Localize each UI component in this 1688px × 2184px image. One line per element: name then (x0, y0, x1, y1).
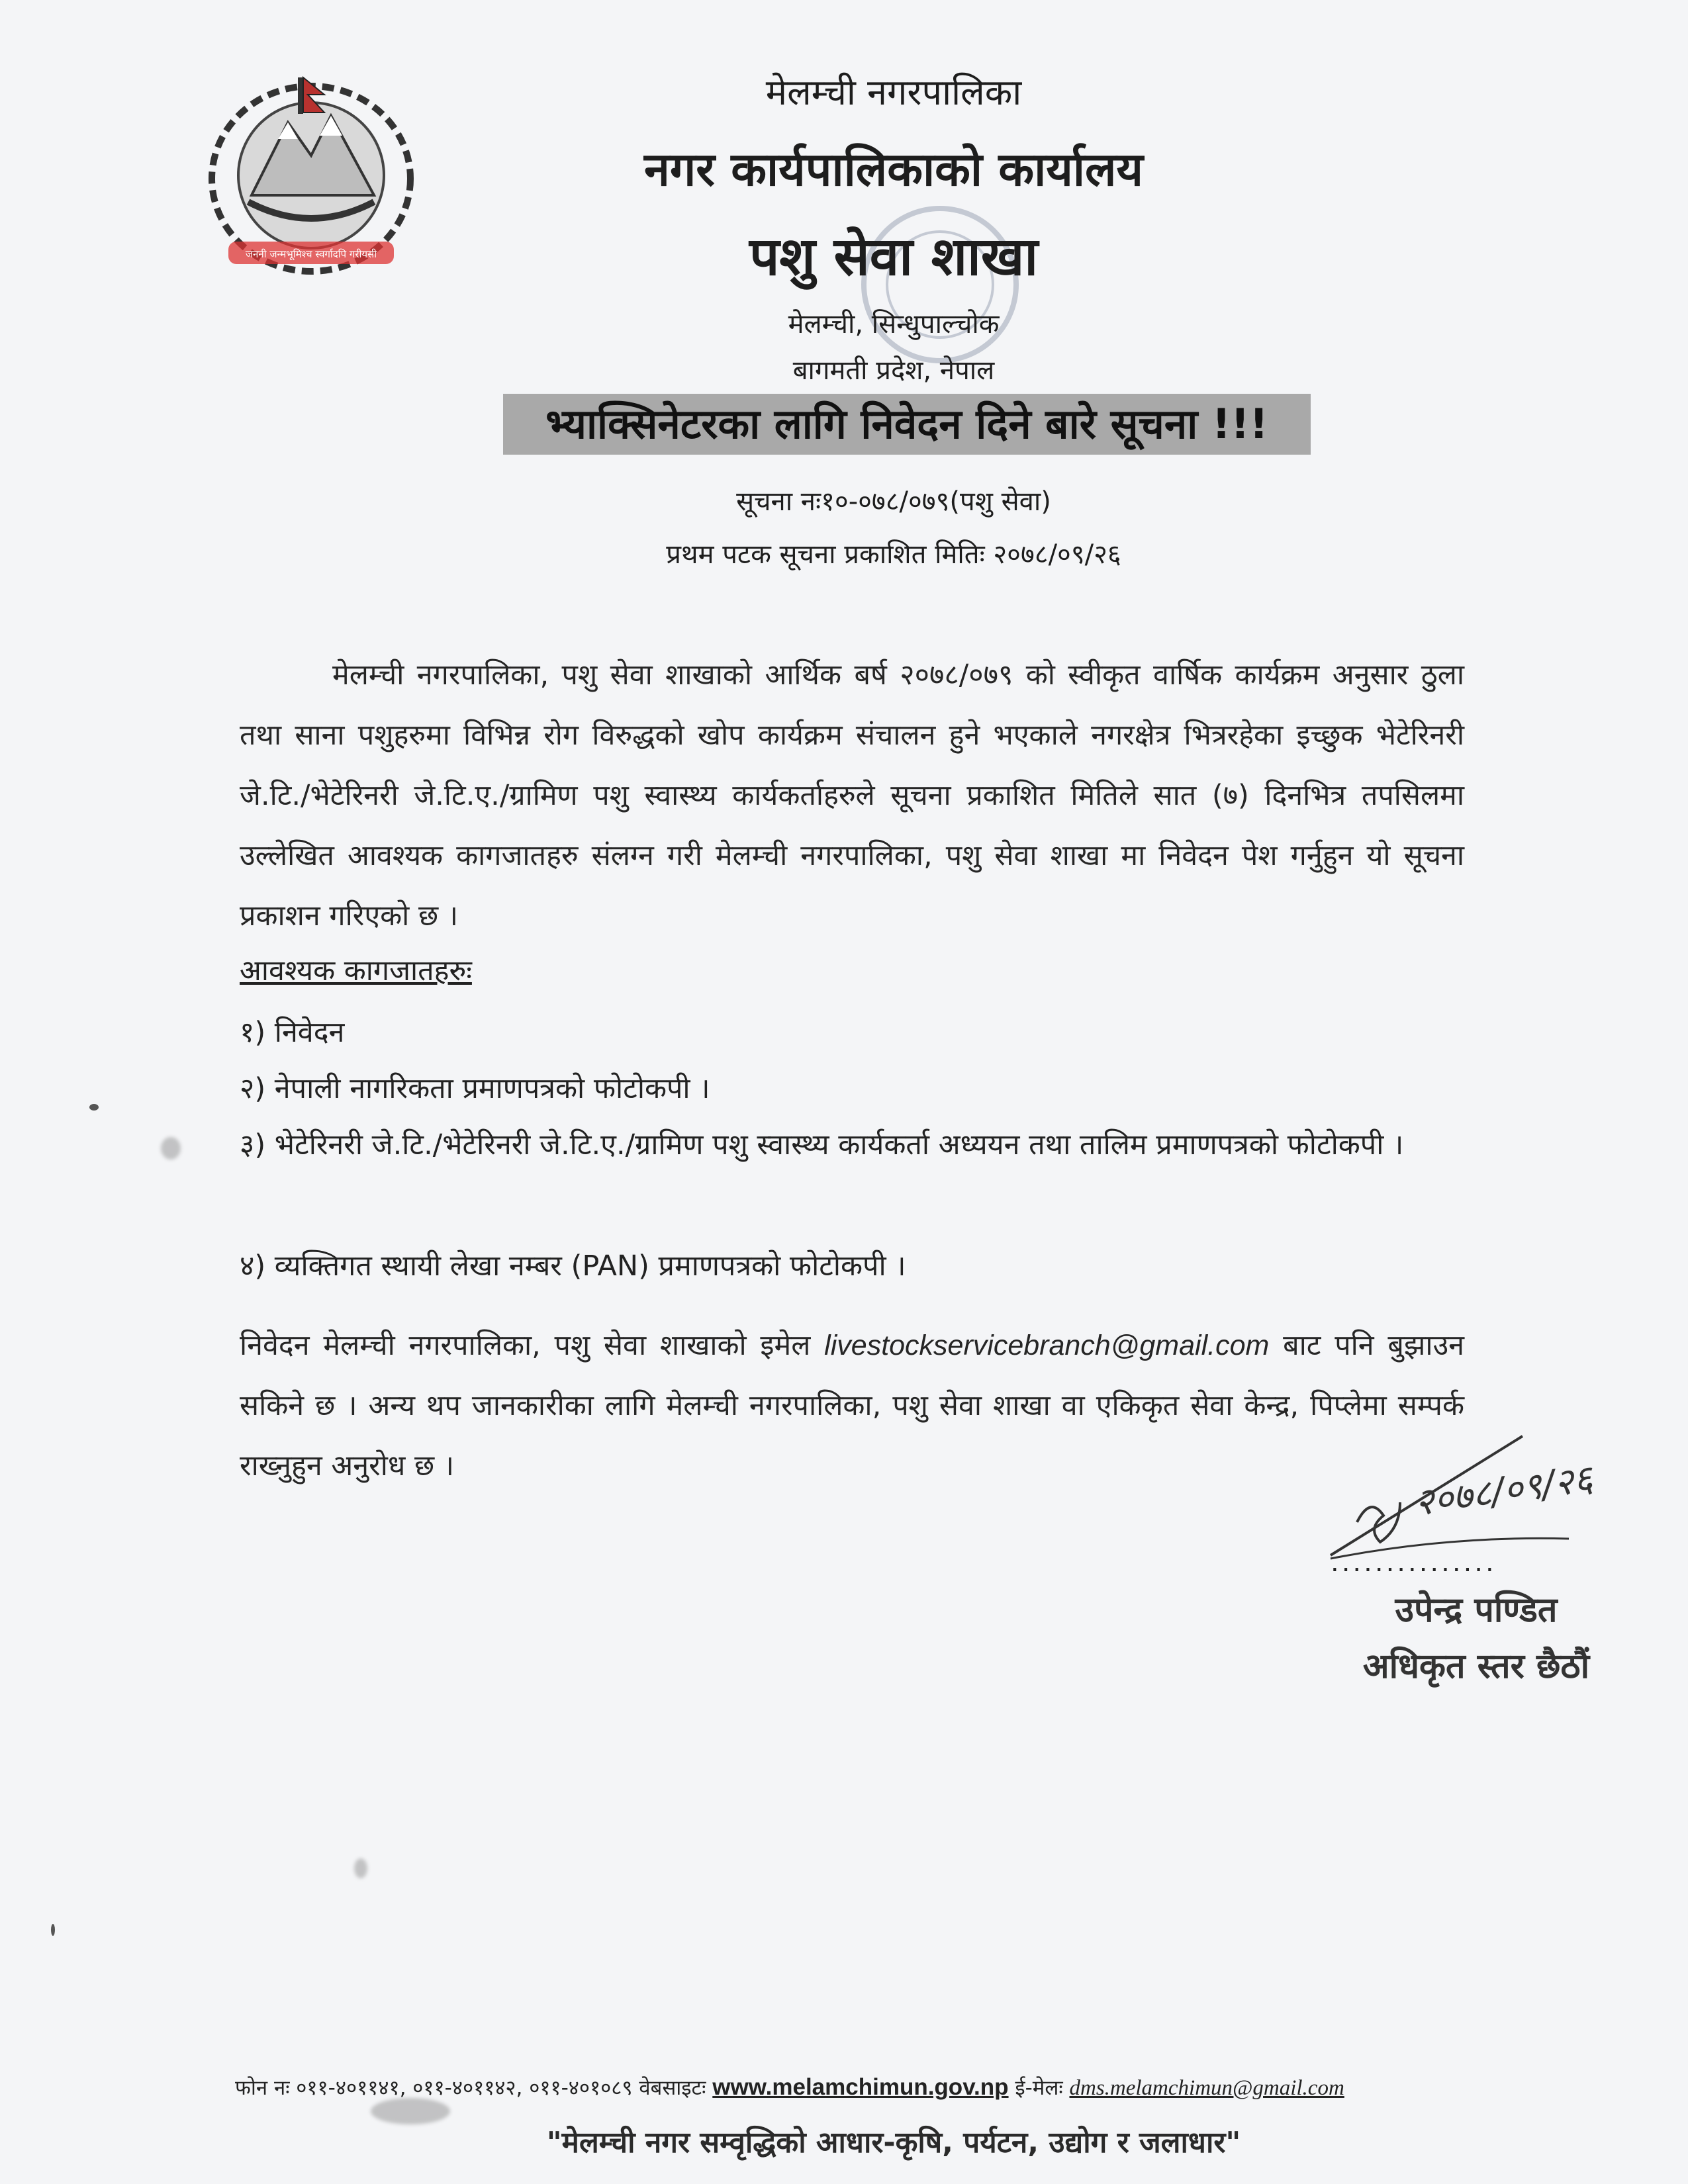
paragraph-2-text-b: बाट पनि बुझाउन सकिने छ । अन्य थप जानकारीका लागि मेलम्ची नगरपालिका, पशु सेवा शाखा वा एकिकृत सेवा केन्द्र, पिप्लेमा सम्पर्क राख्नुहुन अनुरोध छ । (240, 1329, 1464, 1482)
emblem-motto: जननी जन्मभूमिश्च स्वर्गादपि गरीयसी (245, 248, 377, 260)
scan-smudge (354, 1858, 367, 1878)
publish-date: प्रथम पटक सूचना प्रकाशित मितिः २०७८/०९/२६ (666, 539, 1121, 570)
scan-smudge (371, 2098, 450, 2124)
branch-email-link[interactable]: livestockservicebranch@gmail.com (824, 1330, 1270, 1361)
footer-email-link[interactable]: dms.melamchimun@gmail.com (1069, 2076, 1344, 2100)
municipality-name: मेलम्ची नगरपालिका (765, 71, 1022, 113)
signer-designation: अधिकृत स्तर छैठौं (1362, 1647, 1590, 1686)
nepal-emblem-icon (189, 63, 434, 281)
website-link[interactable]: www.melamchimun.gov.np (712, 2074, 1009, 2100)
footer-phone: फोन नः ०११-४०११४१, ०११-४०११४२, ०११-४०१०८९ वेबसाइटः (235, 2076, 713, 2100)
notice-number: सूचना नः१०-०७८/०७९(पशु सेवा) (736, 486, 1051, 517)
address-line-1: मेलम्ची, सिन्धुपाल्चोक (788, 309, 1000, 340)
scan-smudge (161, 1137, 181, 1160)
doc-item-3: ३) भेटेरिनरी जे.टि./भेटेरिनरी जे.टि.ए./ग्रामिण पशु स्वास्थ्य कार्यकर्ता अध्ययन तथा तालिम प्रमाणपत्रको फोटोकपी । (240, 1128, 1404, 1161)
required-docs-heading: आवश्यक कागजातहरुः (240, 954, 472, 987)
branch-name: पशु सेवा शाखा (749, 226, 1039, 287)
doc-item-1: १) निवेदन (240, 1016, 345, 1049)
doc-item-2: २) नेपाली नागरिकता प्रमाणपत्रको फोटोकपी । (240, 1072, 710, 1105)
address-line-2: बागमती प्रदेश, नेपाल (792, 355, 995, 386)
scan-speck (51, 1924, 55, 1936)
body-paragraph-2 (240, 1316, 1464, 1496)
footer-slogan: "मेलम्ची नगर सम्वृद्धिको आधार-कृषि, पर्यटन, उद्योग र जलाधार" (546, 2126, 1241, 2160)
scan-speck (89, 1104, 99, 1111)
paragraph-2-text-a: निवेदन मेलम्ची नगरपालिका, पशु सेवा शाखाको इमेल (240, 1329, 825, 1362)
signer-name: उपेन्द्र पण्डित (1395, 1590, 1558, 1630)
footer-contact (235, 2073, 1592, 2101)
office-name: नगर कार्यपालिकाको कार्यालय (643, 142, 1144, 197)
body-paragraph-1: मेलम्ची नगरपालिका, पशु सेवा शाखाको आर्थिक बर्ष २०७८/०७९ को स्वीकृत वार्षिक कार्यक्रम अनुसार ठुला तथा साना पशुहरुमा विभिन्न रोग विरुद्धको खोप कार्यक्रम संचालन हुने भएकाले नगरक्षेत्र भित्ररहेका इच्छुक भेटेरिनरी जे.टि./भेटेरिनरी जे.टि.ए./ग्रामिण पशु स्वास्थ्य कार्यकर्ताहरुले सूचना प्रकाशित मितिले सात (७) दिनभित्र तपसिलमा उल्लेखित आवश्यक कागजातहरु संलग्न गरी मेलम्ची नगरपालिका, पशु सेवा शाखा मा निवेदन पेश गर्नुहुन यो सूचना प्रकाशन गरिएको छ । (240, 659, 1464, 933)
notice-title: भ्याक्सिनेटरका लागि निवेदन दिने बारे सूचना !!! (503, 394, 1311, 455)
footer-email-label: ई-मेलः (1008, 2076, 1070, 2100)
signature-date: २०७८/०९/२६ (1411, 1457, 1596, 1525)
signature-line: ............... (1331, 1547, 1497, 1578)
doc-item-4: ४) व्यक्तिगत स्थायी लेखा नम्बर (PAN) प्रमाणपत्रको फोटोकपी । (240, 1250, 906, 1283)
